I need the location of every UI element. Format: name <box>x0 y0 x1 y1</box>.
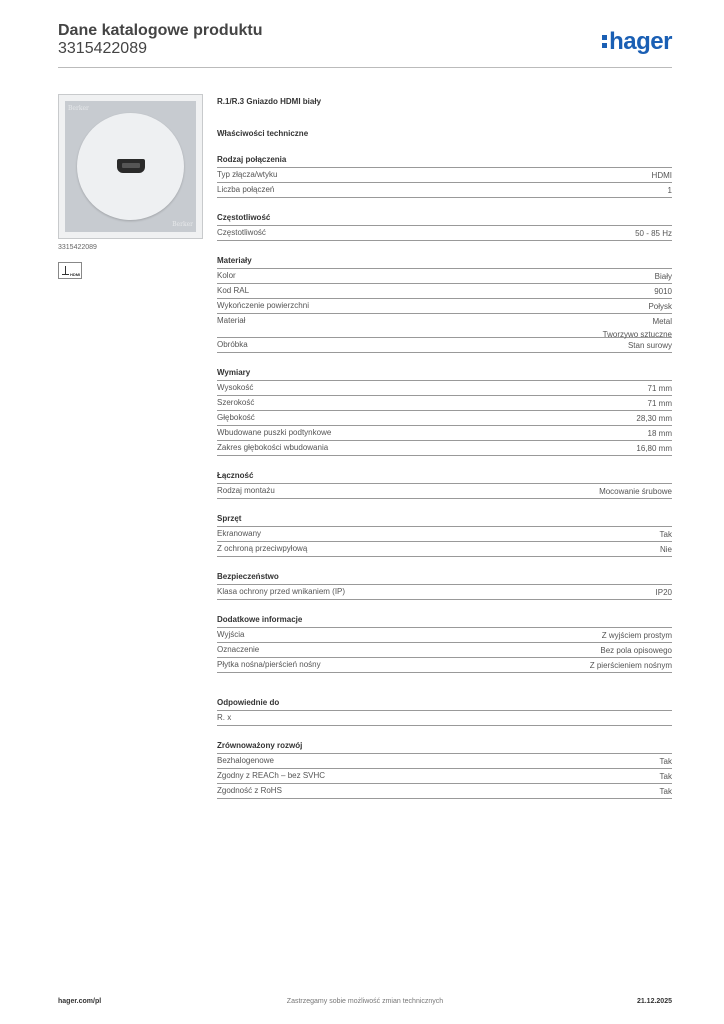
spec-row <box>217 628 672 643</box>
plate-label-top: Berker <box>68 105 89 112</box>
spec-groups <box>217 154 672 673</box>
spec-row <box>217 183 672 198</box>
spec-value-secondary: Tworzywo sztuczne <box>602 330 672 339</box>
spec-values <box>668 183 672 197</box>
spec-value: 50 - 85 Hz <box>635 229 672 238</box>
hdmi-port-icon <box>117 159 145 173</box>
spec-values <box>600 643 672 657</box>
page-header <box>58 22 672 70</box>
spec-value: Biały <box>654 272 672 281</box>
spec-label: Wykończenie powierzchni <box>217 301 309 310</box>
group-title: Odpowiednie do <box>217 697 672 711</box>
spec-row <box>217 484 672 499</box>
spec-group <box>217 470 672 499</box>
spec-values <box>660 527 672 541</box>
group-sustainability <box>217 740 672 799</box>
hdmi-symbol-icon <box>58 262 82 279</box>
footer-website[interactable]: hager.com/pl <box>58 998 102 1005</box>
spec-label: Zgodny z REACh – bez SVHC <box>217 771 326 780</box>
spec-group <box>217 212 672 241</box>
spec-row <box>217 441 672 456</box>
spec-value: 28,30 mm <box>636 414 672 423</box>
footer-disclaimer: Zastrzegamy sobie możliwość zmian technicznych <box>286 998 444 1005</box>
spec-row <box>217 411 672 426</box>
group-title: Zrównoważony rozwój <box>217 740 672 754</box>
product-name: R.1/R.3 Gniazdo HDMI biały <box>217 97 322 106</box>
spec-value: 1 <box>667 186 672 195</box>
spec-values <box>603 314 672 337</box>
spec-value: 71 mm <box>647 399 672 408</box>
spec-row <box>217 585 672 600</box>
spec-row <box>217 299 672 314</box>
spec-group <box>217 571 672 600</box>
spec-group <box>217 367 672 456</box>
spec-value: HDMI <box>651 171 672 180</box>
spec-row <box>217 314 672 338</box>
plate-label-bottom: Berker <box>172 221 193 228</box>
spec-row <box>217 381 672 396</box>
spec-row <box>217 784 672 799</box>
spec-value: 71 mm <box>647 384 672 393</box>
spec-label: Głębokość <box>217 413 255 422</box>
spec-row <box>217 658 672 673</box>
spec-value: Mocowanie śrubowe <box>599 487 672 496</box>
spec-values <box>648 426 672 440</box>
spec-values <box>655 269 672 283</box>
spec-label: Kolor <box>217 271 236 280</box>
spec-label: R. x <box>217 713 232 722</box>
spec-row <box>217 226 672 241</box>
spec-value: Tak <box>659 772 672 781</box>
spec-label: Wysokość <box>217 383 254 392</box>
group-title: Bezpieczeństwo <box>217 571 672 585</box>
spec-values <box>590 658 672 672</box>
spec-value: Nie <box>659 545 672 554</box>
product-code: 3315422089 <box>58 244 97 251</box>
spec-values <box>602 628 672 642</box>
spec-value: 9010 <box>654 287 672 296</box>
spec-values <box>636 411 672 425</box>
spec-row <box>217 711 672 726</box>
spec-values <box>660 784 672 798</box>
group-title: Rodzaj połączenia <box>217 154 672 168</box>
spec-label: Zakres głębokości wbudowania <box>217 443 329 452</box>
socket-cover <box>77 113 184 220</box>
spec-label: Kod RAL <box>217 286 250 295</box>
spec-row <box>217 284 672 299</box>
spec-label: Z ochroną przeciwpyłową <box>217 544 308 553</box>
spec-values <box>648 381 672 395</box>
spec-group <box>217 614 672 673</box>
spec-values <box>628 338 672 352</box>
group-title: Materiały <box>217 255 672 269</box>
spec-row <box>217 542 672 557</box>
spec-label: Oznaczenie <box>217 645 260 654</box>
spec-row <box>217 168 672 183</box>
spec-values <box>656 585 672 599</box>
spec-row <box>217 643 672 658</box>
spec-label: Ekranowany <box>217 529 262 538</box>
group-title: Częstotliwość <box>217 212 672 226</box>
spec-value: Z wyjściem prostym <box>601 631 672 640</box>
spec-label: Bezhalogenowe <box>217 756 274 765</box>
spec-value: Tak <box>659 787 672 796</box>
spec-label: Płytka nośna/pierścień nośny <box>217 660 321 669</box>
group-title: Dodatkowe informacje <box>217 614 672 628</box>
group-title: Łączność <box>217 470 672 484</box>
spec-label: Szerokość <box>217 398 255 407</box>
logo-dots-icon <box>602 31 608 51</box>
document-title: Dane katalogowe produktu <box>58 22 263 39</box>
spec-values <box>652 168 672 182</box>
spec-values <box>660 542 672 556</box>
spec-value: Bez pola opisowego <box>600 646 672 655</box>
group-title: Sprzęt <box>217 513 672 527</box>
spec-value: IP20 <box>655 588 672 597</box>
symbol-text: HDMI <box>70 272 81 277</box>
spec-value: Z pierścieniem nośnym <box>589 661 672 670</box>
spec-label: Wbudowane puszki podtynkowe <box>217 428 332 437</box>
product-image <box>58 94 203 239</box>
spec-group <box>217 255 672 353</box>
document-number: 3315422089 <box>58 40 147 57</box>
spec-row <box>217 396 672 411</box>
spec-value: Tak <box>659 757 672 766</box>
spec-label: Materiał <box>217 316 246 325</box>
spec-label: Wyjścia <box>217 630 245 639</box>
group-title: Wymiary <box>217 367 672 381</box>
spec-label: Częstotliwość <box>217 228 266 237</box>
spec-values <box>635 226 672 240</box>
header-divider <box>58 67 672 68</box>
spec-value: Tak <box>659 530 672 539</box>
spec-values <box>660 769 672 783</box>
spec-values <box>599 484 672 498</box>
spec-label: Klasa ochrony przed wnikaniem (IP) <box>217 587 346 596</box>
spec-row <box>217 754 672 769</box>
spec-label: Rodzaj montażu <box>217 486 275 495</box>
spec-group <box>217 154 672 198</box>
footer-date: 21.12.2025 <box>636 998 672 1005</box>
spec-row <box>217 426 672 441</box>
spec-label: Typ złącza/wtyku <box>217 170 278 179</box>
spec-label: Zgodność z RoHS <box>217 786 282 795</box>
spec-values <box>654 284 672 298</box>
spec-values <box>660 754 672 768</box>
spec-row <box>217 769 672 784</box>
spec-row <box>217 269 672 284</box>
logo-text: hager <box>609 28 672 55</box>
section-title: Właściwości techniczne <box>217 129 309 138</box>
spec-values <box>636 441 672 455</box>
spec-label: Liczba połączeń <box>217 185 275 194</box>
spec-label: Obróbka <box>217 340 248 349</box>
mounting-plate <box>65 101 196 232</box>
page-footer <box>58 998 672 1010</box>
spec-row <box>217 338 672 353</box>
spec-group <box>217 513 672 557</box>
spec-values <box>648 299 672 313</box>
group-suitable <box>217 697 672 726</box>
spec-values <box>648 396 672 410</box>
spec-value: Metal <box>652 317 672 326</box>
hager-logo <box>602 28 672 56</box>
spec-value: Stan surowy <box>627 341 672 350</box>
spec-content <box>217 96 672 799</box>
spec-value: Połysk <box>648 302 672 311</box>
spec-row <box>217 527 672 542</box>
spec-value: 16,80 mm <box>636 444 672 453</box>
spec-value: 18 mm <box>647 429 672 438</box>
